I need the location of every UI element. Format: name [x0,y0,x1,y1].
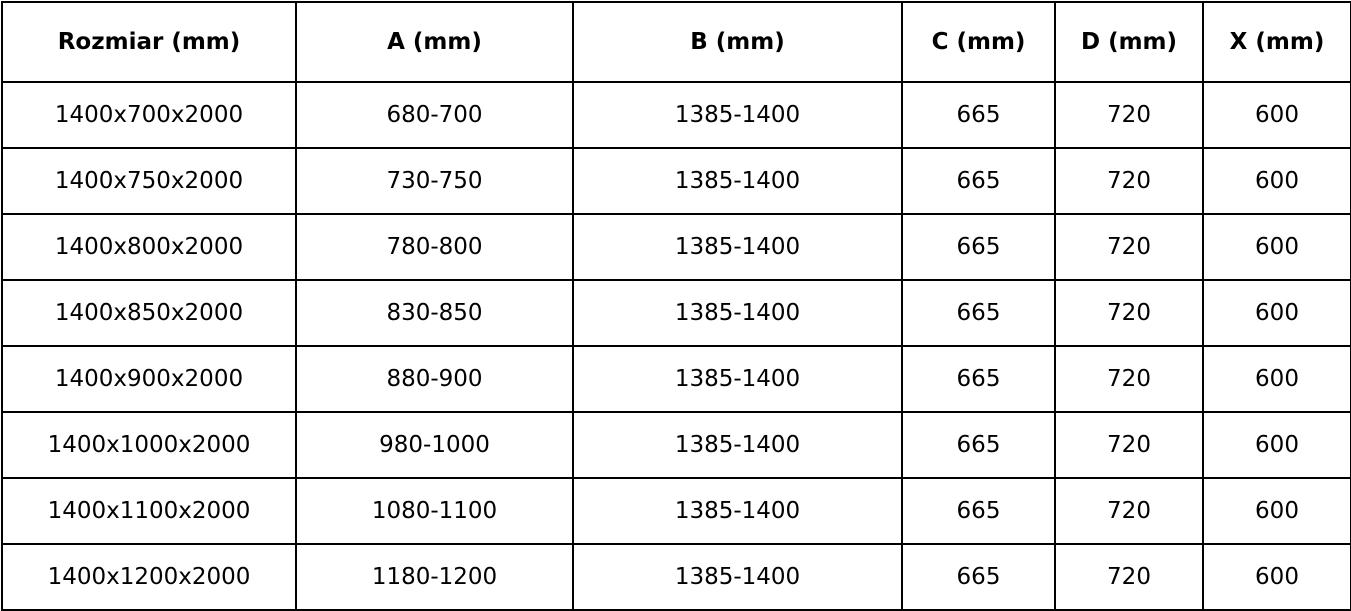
cell-rozmiar: 1400x1100x2000 [2,478,296,544]
cell-a: 980-1000 [296,412,573,478]
cell-a: 830-850 [296,280,573,346]
cell-d: 720 [1055,148,1203,214]
cell-x: 600 [1203,412,1351,478]
cell-c: 665 [902,214,1055,280]
cell-rozmiar: 1400x750x2000 [2,148,296,214]
cell-c: 665 [902,544,1055,610]
table-row [2,214,1351,280]
cell-b: 1385-1400 [573,82,902,148]
cell-x: 600 [1203,346,1351,412]
cell-c: 665 [902,346,1055,412]
cell-b: 1385-1400 [573,148,902,214]
cell-c: 665 [902,82,1055,148]
cell-rozmiar: 1400x850x2000 [2,280,296,346]
cell-a: 1180-1200 [296,544,573,610]
column-header-x: X (mm) [1203,2,1351,82]
cell-x: 600 [1203,148,1351,214]
table-row [2,346,1351,412]
table-row [2,148,1351,214]
table-row [2,544,1351,610]
table-header [2,2,1351,82]
cell-b: 1385-1400 [573,214,902,280]
cell-x: 600 [1203,280,1351,346]
cell-d: 720 [1055,214,1203,280]
cell-x: 600 [1203,544,1351,610]
cell-rozmiar: 1400x1200x2000 [2,544,296,610]
cell-d: 720 [1055,280,1203,346]
cell-c: 665 [902,148,1055,214]
cell-x: 600 [1203,478,1351,544]
cell-a: 880-900 [296,346,573,412]
cell-d: 720 [1055,346,1203,412]
cell-c: 665 [902,280,1055,346]
cell-a: 680-700 [296,82,573,148]
table-header-row [2,2,1351,82]
cell-rozmiar: 1400x800x2000 [2,214,296,280]
cell-a: 780-800 [296,214,573,280]
cell-rozmiar: 1400x900x2000 [2,346,296,412]
column-header-b: B (mm) [573,2,902,82]
cell-d: 720 [1055,478,1203,544]
cell-rozmiar: 1400x1000x2000 [2,412,296,478]
cell-d: 720 [1055,544,1203,610]
cell-c: 665 [902,412,1055,478]
cell-b: 1385-1400 [573,280,902,346]
dimensions-table [1,1,1351,611]
column-header-a: A (mm) [296,2,573,82]
cell-b: 1385-1400 [573,412,902,478]
column-header-d: D (mm) [1055,2,1203,82]
cell-x: 600 [1203,82,1351,148]
cell-a: 1080-1100 [296,478,573,544]
table-row [2,82,1351,148]
table-row [2,280,1351,346]
table-body [2,82,1351,610]
column-header-c: C (mm) [902,2,1055,82]
cell-a: 730-750 [296,148,573,214]
cell-rozmiar: 1400x700x2000 [2,82,296,148]
cell-c: 665 [902,478,1055,544]
table-row [2,412,1351,478]
spec-table-container [0,1,1351,588]
cell-b: 1385-1400 [573,346,902,412]
cell-b: 1385-1400 [573,544,902,610]
cell-d: 720 [1055,82,1203,148]
column-header-rozmiar: Rozmiar (mm) [2,2,296,82]
cell-d: 720 [1055,412,1203,478]
cell-x: 600 [1203,214,1351,280]
table-row [2,478,1351,544]
cell-b: 1385-1400 [573,478,902,544]
